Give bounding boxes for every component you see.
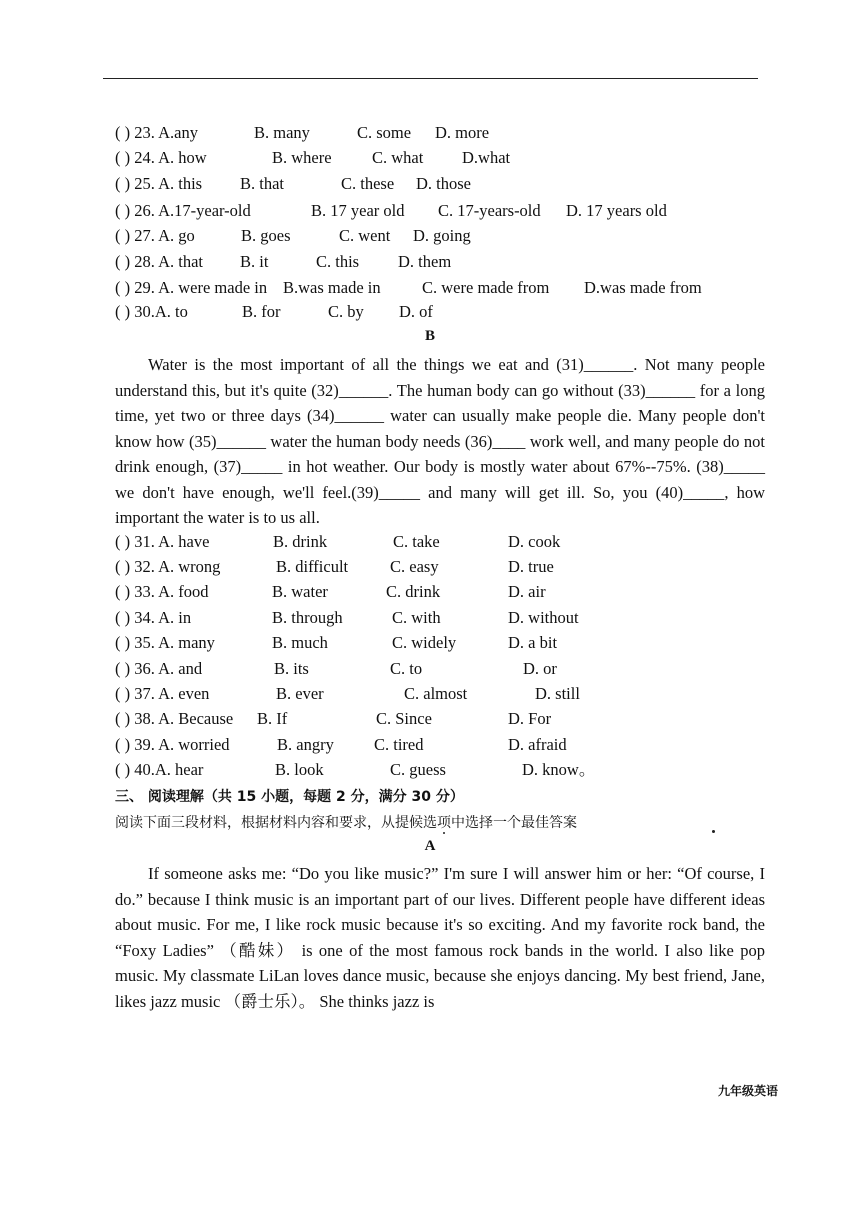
answer-option: B. where	[272, 148, 332, 167]
passage-b	[115, 352, 765, 531]
question-label: ( ) 27. A. go	[115, 226, 195, 245]
answer-option: C. went	[339, 226, 391, 245]
answer-option: C. what	[372, 148, 424, 167]
answer-option: D. still	[535, 684, 580, 703]
answer-option: B. ever	[276, 684, 324, 703]
answer-option: D.what	[462, 148, 511, 167]
answer-option: C. Since	[376, 709, 432, 728]
answer-option: C. were made from	[422, 278, 550, 297]
answer-option: B. look	[275, 760, 324, 779]
question-label: ( ) 29. A. were made in	[115, 278, 268, 297]
question-label: ( ) 32. A. wrong	[115, 557, 221, 576]
answer-option: C. guess	[390, 760, 446, 779]
answer-option: D. or	[523, 659, 557, 678]
passage-a-text: If someone asks me: “Do you like music?” I'm sure I will answer him or her: “Of course, I do.” because I think music is an important part of our lives. Different people have different ideas about music. For me, I like rock music because it's so exciting. And my favorite rock band, the “Foxy Ladies” （酷妹） is one of the most famous rock bands in the world. I also like pop music. My classmate LiLan loves dance music, because she enjoys dancing. My best friend, Jane, likes jazz music （爵士乐）。 She thinks jazz is	[115, 864, 765, 1011]
reading-section-title: 三、 阅读理解（共 15 小题，每题 2 分，满分 30 分）	[115, 789, 464, 805]
answer-option: C. tired	[374, 735, 424, 754]
passage-b-text: Water is the most important of all the things we eat and (31)______. Not many people understand this, but it's quite (32)______. The human body can go without (33)______ for a long time, yet two or three days (34)______ water can usually make people die. Many people don't know how (35)______ water the human body needs (36)____ work well, and many people do not drink enough, (37)_____ in hot weather. Our body is mostly water about 67%--75%. (38)_____ we don't have enough, we'll feel.(39)_____ and many will get ill. So, you (40)_____, how important the water is to us all.	[115, 355, 765, 527]
answer-option: C. 17-years-old	[438, 201, 541, 220]
question-label: ( ) 31. A. have	[115, 532, 210, 551]
answer-option: B. that	[240, 174, 284, 193]
question-label: ( ) 39. A. worried	[115, 735, 230, 754]
answer-option: D. without	[508, 608, 579, 627]
answer-option: D. those	[416, 174, 471, 193]
answer-option: C. drink	[386, 582, 441, 601]
answer-option: D. of	[399, 302, 433, 321]
answer-option: B. If	[257, 709, 288, 728]
answer-option: C. widely	[392, 633, 457, 652]
answer-option: C. with	[392, 608, 441, 627]
answer-option: D. true	[508, 557, 554, 576]
answer-option: D. know。	[522, 760, 596, 779]
answer-option: B. difficult	[276, 557, 349, 576]
question-label: ( ) 23. A.any	[115, 123, 198, 142]
section-heading-b: B	[424, 328, 435, 344]
question-label: ( ) 26. A.17-year-old	[115, 201, 251, 220]
answer-option: D. going	[413, 226, 471, 245]
answer-option: D. afraid	[508, 735, 567, 754]
question-label: ( ) 37. A. even	[115, 684, 210, 703]
question-label: ( ) 28. A. that	[115, 252, 203, 271]
answer-option: B. it	[240, 252, 269, 271]
question-label: ( ) 34. A. in	[115, 608, 192, 627]
answer-option: D. more	[435, 123, 490, 142]
answer-option: B. many	[254, 123, 310, 142]
answer-option: D. a bit	[508, 633, 558, 652]
passage-a	[115, 861, 765, 1014]
answer-option: B. water	[272, 582, 328, 601]
scan-speck	[443, 832, 445, 834]
answer-option: C. some	[357, 123, 412, 142]
answer-option: B. angry	[277, 735, 334, 754]
answer-option: D. them	[398, 252, 452, 271]
answer-option: C. to	[390, 659, 423, 678]
reading-instruction: 阅读下面三段材料，根据材料内容和要求，从提候选项中选择一个最佳答案	[115, 815, 577, 831]
answer-option: C. take	[393, 532, 440, 551]
question-label: ( ) 25. A. this	[115, 174, 203, 193]
answer-option: B. goes	[241, 226, 291, 245]
answer-option: D. cook	[508, 532, 561, 551]
question-label: ( ) 35. A. many	[115, 633, 215, 652]
answer-option: C. these	[341, 174, 395, 193]
answer-option: B. its	[274, 659, 309, 678]
header-rule	[103, 78, 758, 79]
answer-option: D. 17 years old	[566, 201, 667, 220]
answer-option: C. this	[316, 252, 360, 271]
answer-option: D. For	[508, 709, 552, 728]
answer-option: B. 17 year old	[311, 201, 405, 220]
answer-option: D.was made from	[584, 278, 702, 297]
answer-option: B. much	[272, 633, 328, 652]
section-heading-a: A	[424, 838, 436, 854]
answer-option: C. by	[328, 302, 364, 321]
question-label: ( ) 40.A. hear	[115, 760, 204, 779]
question-label: ( ) 33. A. food	[115, 582, 209, 601]
answer-option: D. air	[508, 582, 546, 601]
scan-speck	[712, 830, 715, 833]
answer-option: B. drink	[273, 532, 328, 551]
question-label: ( ) 30.A. to	[115, 302, 188, 321]
question-label: ( ) 24. A. how	[115, 148, 207, 167]
answer-option: C. almost	[404, 684, 468, 703]
question-label: ( ) 36. A. and	[115, 659, 203, 678]
answer-option: B.was made in	[283, 278, 381, 297]
question-label: ( ) 38. A. Because	[115, 709, 234, 728]
page-footer: 九年级英语	[717, 1084, 778, 1098]
answer-option: C. easy	[390, 557, 439, 576]
answer-option: B. through	[272, 608, 343, 627]
answer-option: B. for	[242, 302, 281, 321]
